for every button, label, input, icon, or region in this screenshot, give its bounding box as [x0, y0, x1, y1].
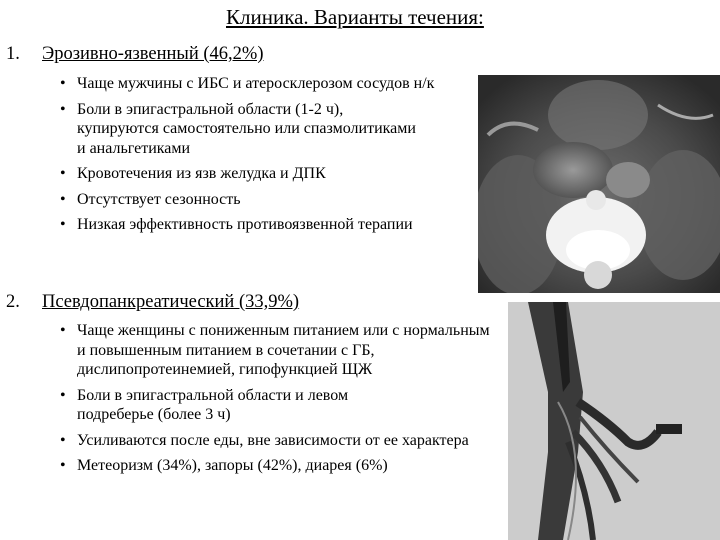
slide-title: Клиника. Варианты течения: [226, 5, 484, 29]
section-1-heading [6, 44, 264, 65]
list-item: • Кровотечения из язв желудка и ДПК [60, 164, 500, 184]
ct-scan-image [478, 75, 720, 293]
list-item: • Низкая эффективность противоязвенной терапии [60, 215, 447, 235]
section-1-bullets [60, 74, 500, 241]
section-2-heading [6, 292, 299, 313]
list-item: • Боли в эпигастральной области и левом подреберье (более 3 ч) [60, 386, 427, 425]
list-item: • Чаще мужчины с ИБС и атеросклерозом сосудов н/к [60, 74, 500, 94]
list-item: • Метеоризм (34%), запоры (42%), диарея (6%) [60, 456, 490, 476]
list-item: • Боли в эпигастральной области (1-2 ч), купируются самостоятельно или спазмолитиками и анальгетиками [60, 100, 422, 159]
section-2-bullets [60, 321, 490, 482]
section-2-number: 2. [6, 292, 20, 312]
section-1-title: Эрозивно-язвенный (46,2%) [42, 44, 264, 64]
list-item: • Усиливаются после еды, вне зависимости от ее характера [60, 431, 490, 451]
section-2-title: Псевдопанкреатический (33,9%) [42, 292, 300, 312]
list-item: • Чаще женщины с пониженным питанием или с нормальным и повышенным питанием в сочетании с ГБ, дислипопротеинемией, гипофункцией ЩЖ [60, 321, 490, 380]
angiography-image [508, 302, 720, 540]
section-1-number: 1. [6, 44, 20, 64]
list-item: • Отсутствует сезонность [60, 190, 500, 210]
